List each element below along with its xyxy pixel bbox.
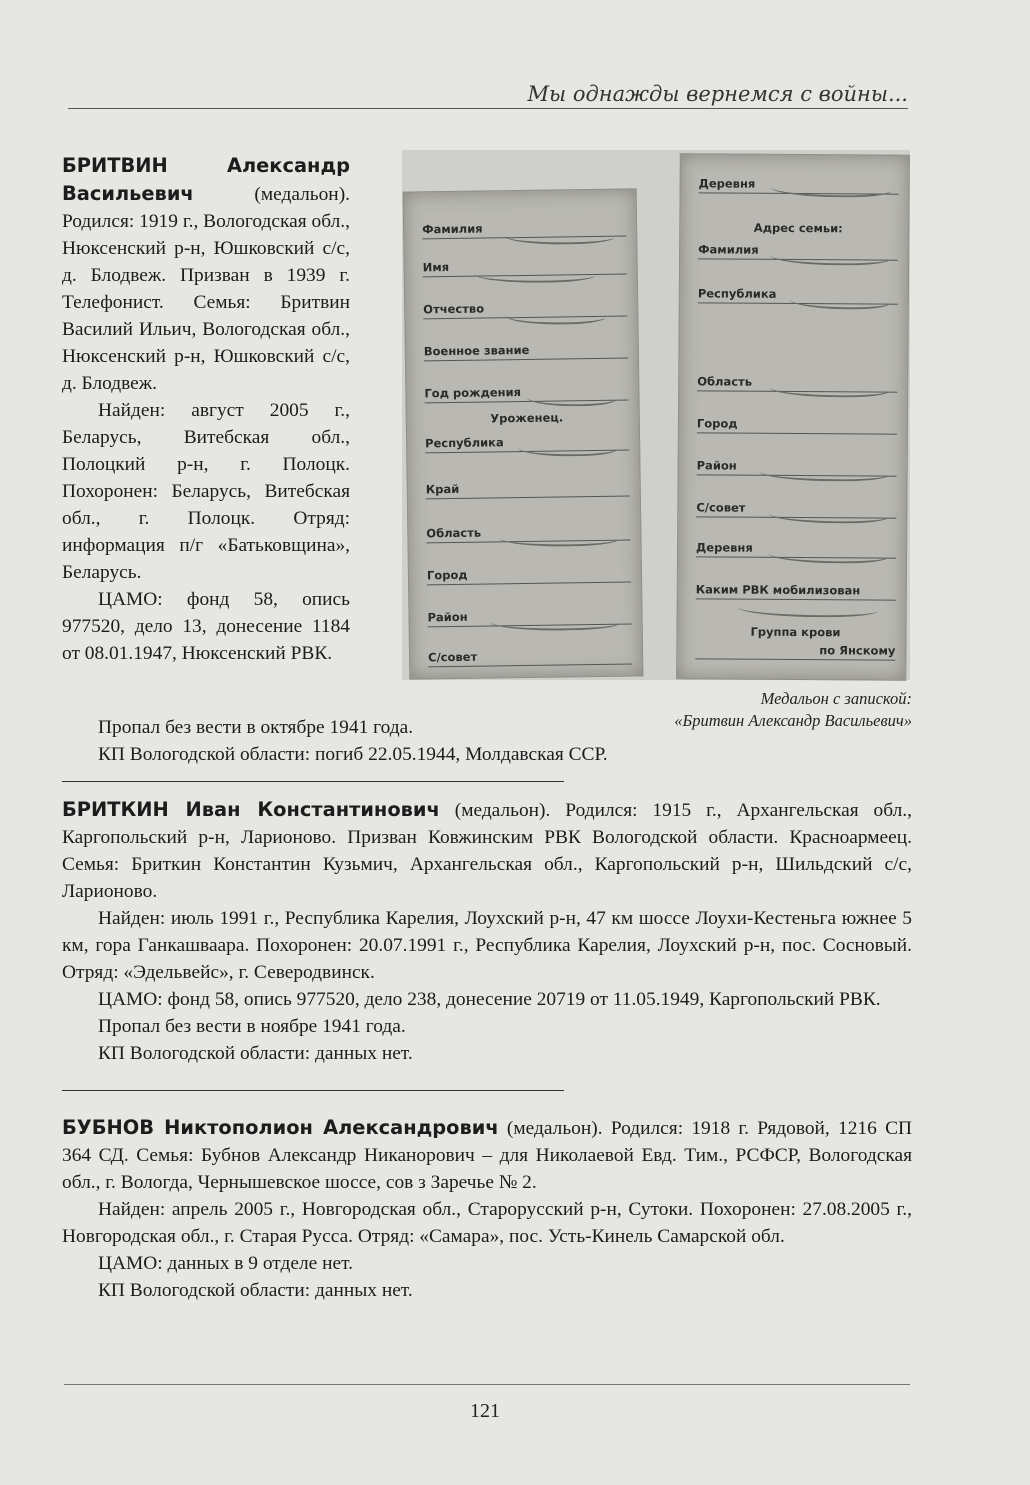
entry-britvin-bio bbox=[62, 152, 350, 397]
running-title: Мы однажды вернемся с войны... bbox=[527, 82, 908, 106]
handwriting-mark bbox=[768, 547, 888, 564]
card-field: Отчество bbox=[423, 300, 627, 320]
entry-britvin-badge: (медальон). bbox=[254, 184, 350, 205]
entry-britvin-missing: Пропал без вести в октябре 1941 года. bbox=[98, 717, 414, 738]
medallion-card-right bbox=[676, 153, 910, 681]
entry-britkin-surname: БРИТКИН Иван Константинович bbox=[62, 798, 440, 821]
handwriting-mark bbox=[504, 228, 614, 246]
card-field: Деревня bbox=[696, 540, 896, 558]
entry-bubnov-bio bbox=[62, 1114, 912, 1196]
card-field: Город bbox=[427, 566, 631, 586]
card-field: Год рождения bbox=[424, 384, 628, 404]
card-field: Область bbox=[426, 524, 630, 544]
card-field: Имя bbox=[423, 258, 627, 278]
handwriting-mark bbox=[771, 181, 891, 198]
entry-bubnov-bio-text: Родился: 1918 г. Рядовой, 1216 СП 364 СД. Семья: Бубнов Александр Никанорович – для Николаевой Евд. Тим., РСФСР, Вологодская обл., г. Вологда, Чернышевское шоссе, сов з Заречье № 2. bbox=[62, 1118, 913, 1193]
entry-britvin-tsamo: ЦАМО: фонд 58, опись 977520, дело 13, донесение 1184 от 08.01.1947, Нюксенский РВК. bbox=[62, 589, 350, 664]
entry-britvin bbox=[62, 152, 350, 667]
entry-bubnov-tsamo: ЦАМО: данных в 9 отделе нет. bbox=[98, 1253, 353, 1274]
card-field: Деревня bbox=[699, 176, 899, 194]
entry-britkin-kp: КП Вологодской области: данных нет. bbox=[98, 1043, 413, 1064]
entry-bubnov-surname: БУБНОВ Никтополион Александрович bbox=[62, 1116, 499, 1139]
handwriting-mark bbox=[526, 390, 616, 407]
entry-britkin-found: Найден: июль 1991 г., Республика Карелия, Лоухский р-н, 47 км шоссе Лоухи-Кестеньга южнее 5 км, гора Ганкашваара. Похоронен: 20.07.1991 г., Республика Карелия, Лоухский р-н, пос. Сосновый. Отряд: «Эдельвейс», г. Северодвинск. bbox=[62, 908, 912, 983]
entry-britkin-tsamo: ЦАМО: фонд 58, опись 977520, дело 238, донесение 20719 от 11.05.1949, Каргопольский РВК. bbox=[98, 989, 881, 1010]
card-field: Военное звание bbox=[424, 342, 628, 362]
photo-caption-line2: «Бритвин Александр Васильевич» bbox=[674, 711, 912, 730]
entry-britkin-bio bbox=[62, 796, 912, 905]
entry-britvin-surname: БРИТВИН Александр Васильевич bbox=[62, 154, 350, 205]
card-field: Группа крови bbox=[750, 624, 841, 640]
card-field: Адрес семьи: bbox=[753, 220, 843, 236]
card-field: Район bbox=[697, 458, 897, 476]
card-field: С/совет bbox=[428, 647, 632, 667]
entry-britkin-badge: (медальон). bbox=[454, 800, 551, 821]
entry-bubnov bbox=[62, 1114, 912, 1304]
entry-britvin-bio-text: Родился: 1919 г., Вологодская обл., Нюксенский р-н, Юшковский с/с, д. Блодвеж. Призван в 1939 г. Телефонист. Семья: Бритвин Василий Ильич, Вологодская обл., Нюксенский р-н, Юшковский с/с, д. Блодвеж. bbox=[62, 211, 350, 394]
handwriting-mark bbox=[790, 293, 890, 310]
medallion-card-left bbox=[403, 188, 644, 679]
entry-britkin-bio-text: Родился: 1915 г., Архангельская обл., Каргопольский р-н, Ларионово. Призван Ковжинским РВК Вологодской области. Красноармеец. Семья: Бриткин Константин Кузьмич, Архангельская обл., Каргопольский р-н, Шильдский с/с, Ларионово. bbox=[62, 800, 913, 902]
card-field: по Янскому bbox=[695, 642, 895, 660]
card-field: Область bbox=[697, 374, 897, 392]
card-field: Каким РВК мобилизован bbox=[696, 582, 896, 600]
handwriting-mark bbox=[517, 440, 617, 457]
entry-britkin-missing: Пропал без вести в ноябре 1941 года. bbox=[98, 1016, 406, 1037]
entry-bubnov-badge: (медальон). bbox=[506, 1118, 603, 1139]
handwriting-mark bbox=[759, 465, 889, 482]
entry-britvin-kp: КП Вологодской области: погиб 22.05.1944, Молдавская ССР. bbox=[98, 744, 608, 765]
card-field: Фамилия bbox=[422, 220, 626, 240]
card-field: Район bbox=[427, 608, 631, 628]
entry-britvin-tail bbox=[62, 714, 762, 768]
page-number: 121 bbox=[470, 1400, 500, 1422]
handwriting-mark bbox=[505, 308, 605, 325]
handwriting-mark bbox=[769, 381, 889, 398]
header-rule bbox=[68, 108, 908, 109]
card-field: Город bbox=[697, 416, 897, 434]
handwriting-mark bbox=[475, 266, 595, 284]
medallion-photo bbox=[402, 150, 910, 680]
handwriting-mark bbox=[490, 614, 620, 632]
entry-bubnov-kp: КП Вологодской области: данных нет. bbox=[98, 1280, 413, 1301]
entry-separator bbox=[62, 781, 564, 782]
handwriting-mark bbox=[738, 601, 878, 618]
entry-separator bbox=[62, 1090, 564, 1091]
card-field: С/совет bbox=[696, 500, 896, 518]
handwriting-mark bbox=[498, 530, 618, 548]
entry-bubnov-found: Найден: апрель 2005 г., Новгородская обл., Старорусский р-н, Сутоки. Похоронен: 27.08.2005 г., Новгородская обл., г. Старая Русса. Отряд: «Самара», пос. Усть-Кинель Самарской обл. bbox=[62, 1199, 912, 1247]
footer-rule bbox=[64, 1384, 910, 1385]
photo-caption-line1: Медальон с запиской: bbox=[760, 689, 912, 708]
card-field: Республика bbox=[698, 286, 898, 304]
entry-britkin bbox=[62, 796, 912, 1067]
entry-britvin-found: Найден: август 2005 г., Беларусь, Витебская обл., Полоцкий р-н, г. Полоцк. Похоронен: Беларусь, Витебская обл., г. Полоцк. Отряд: информация п/г «Батьковщина», Беларусь. bbox=[62, 400, 350, 583]
card-field: Уроженец. bbox=[490, 410, 564, 426]
handwriting-mark bbox=[768, 507, 888, 524]
card-field: Край bbox=[426, 480, 630, 500]
card-field: Республика bbox=[425, 434, 629, 454]
card-field: Фамилия bbox=[698, 242, 898, 260]
handwriting-mark bbox=[770, 249, 890, 266]
